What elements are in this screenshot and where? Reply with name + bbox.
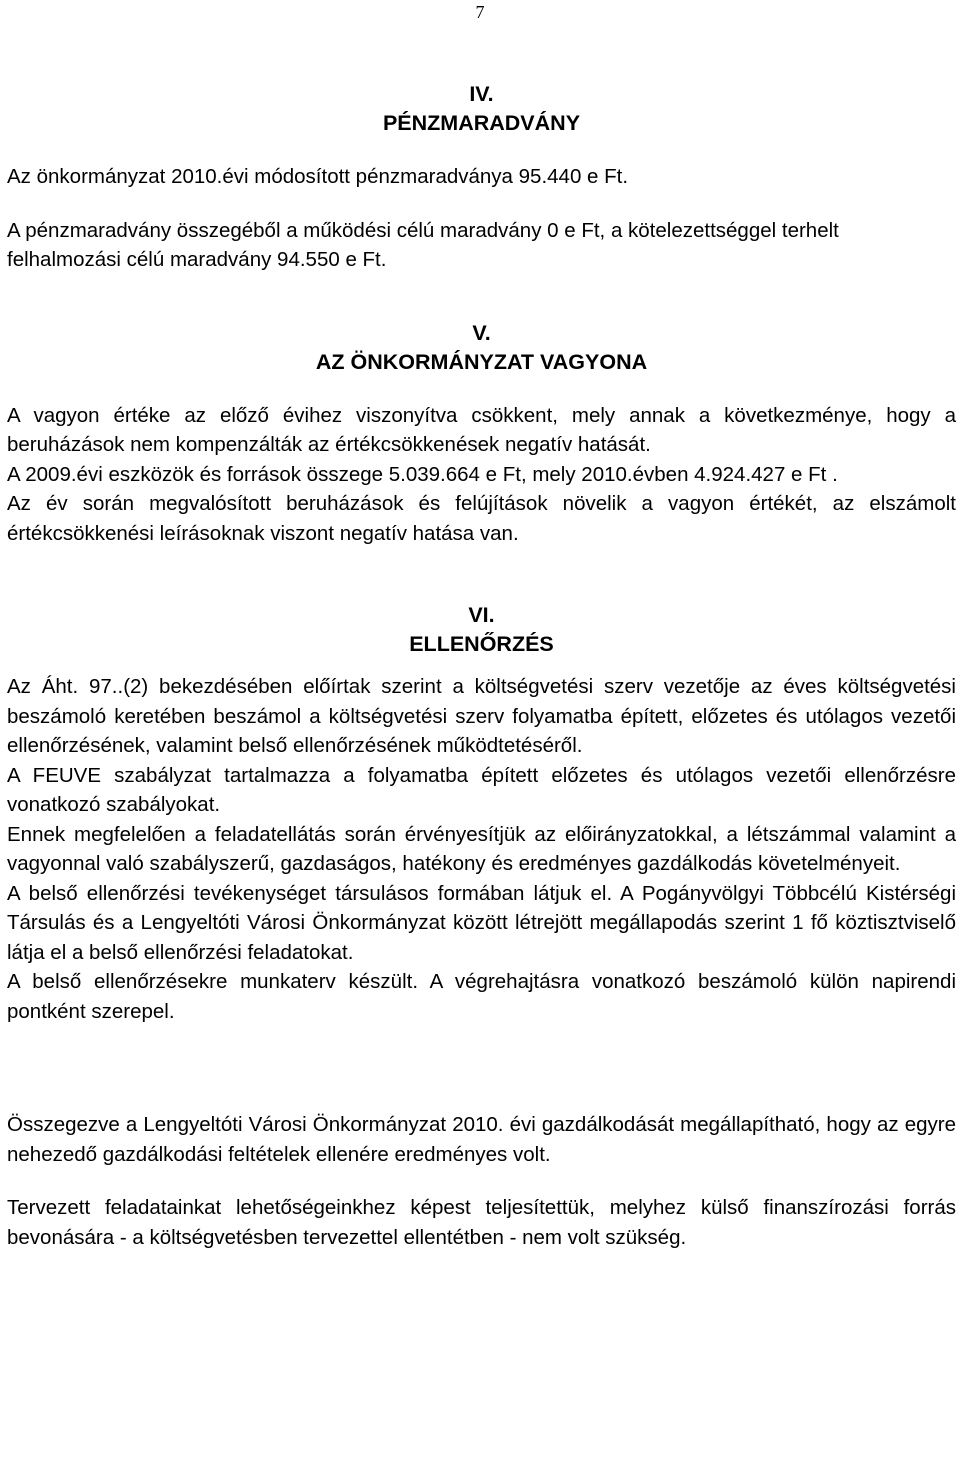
- closing-paragraph: Összegezve a Lengyeltóti Városi Önkormányzat 2010. évi gazdálkodását megállapítható, hogy az egyre nehezedő gazdálkodási feltételek ellenére eredményes volt.: [7, 1113, 956, 1166]
- section-iv-numeral: IV.: [469, 82, 494, 106]
- section-v-paragraph: Az év során megvalósított beruházások és felújítások növelik a vagyon értékét, az elszámolt értékcsökkenési leírásoknak viszont negatív hatása van.: [7, 492, 956, 545]
- section-iv-paragraph: A pénzmaradvány összegéből a működési célú maradvány 0 e Ft, a kötelezettséggel terhelt felhalmozási célú maradvány 94.550 e Ft.: [7, 218, 839, 271]
- section-v-paragraph: A vagyon értéke az előző évihez viszonyítva csökkent, mely annak a következménye, hogy a beruházások nem kompenzálták az értékcsökkenések negatív hatását.: [7, 403, 956, 456]
- section-vi-paragraph: A belső ellenőrzési tevékenységet társulásos formában látjuk el. A Pogányvölgyi Többcélú Kistérségi Társulás és a Lengyeltóti Városi Önkormányzat között létrejött megállapodás szerint 1 fő köztisztviselő látja el a belső ellenőrzési feladatokat.: [7, 881, 956, 964]
- section-vi-title: ELLENŐRZÉS: [409, 632, 554, 656]
- section-vi-paragraph: Az Áht. 97..(2) bekezdésében előírtak szerint a költségvetési szerv vezetője az éves költségvetési beszámoló keretében beszámol a költségvetési szerv folyamatba épített, előzetes és utólagos vezetői ellenőrzésének, valamint belső ellenőrzésének működtetéséről.: [7, 675, 956, 757]
- section-vi: [7, 601, 956, 1026]
- section-v-numeral: V.: [472, 320, 491, 345]
- section-vi-paragraph: A belső ellenőrzésekre munkaterv készült. A végrehajtásra vonatkozó beszámoló külön napirendi pontként szerepel.: [7, 970, 956, 1023]
- section-iv-title: PÉNZMARADVÁNY: [382, 111, 581, 135]
- section-v: [7, 319, 956, 549]
- closing-paragraph: Tervezett feladatainkat lehetőségeinkhez képest teljesítettük, melyhez külső finanszírozási forrás bevonására - a költségvetésben tervezettel ellentétben - nem volt szükség.: [7, 1196, 956, 1249]
- section-vi-numeral: VI.: [468, 603, 495, 627]
- section-iv: [7, 80, 956, 275]
- page-number: 7: [475, 2, 485, 22]
- section-v-paragraph: A 2009.évi eszközök és források összege 5.039.664 e Ft, mely 2010.évben 4.924.427 e Ft .: [7, 462, 838, 486]
- closing-section: [7, 1110, 956, 1252]
- section-vi-paragraph: A FEUVE szabályzat tartalmazza a folyamatba épített előzetes és utólagos vezetői ellenőrzésre vonatkozó szabályokat.: [7, 763, 956, 816]
- section-vi-paragraph: Ennek megfelelően a feladatellátás során érvényesítjük az előirányzatokkal, a létszámmal valamint a vagyonnal való szabályszerű, gazdaságos, hatékony és eredményes gazdálkodás követelményeit.: [7, 822, 956, 875]
- section-iv-paragraph: Az önkormányzat 2010.évi módosított pénzmaradványa 95.440 e Ft.: [7, 165, 629, 188]
- section-v-title: AZ ÖNKORMÁNYZAT VAGYONA: [315, 349, 648, 374]
- document-body: [7, 80, 956, 1252]
